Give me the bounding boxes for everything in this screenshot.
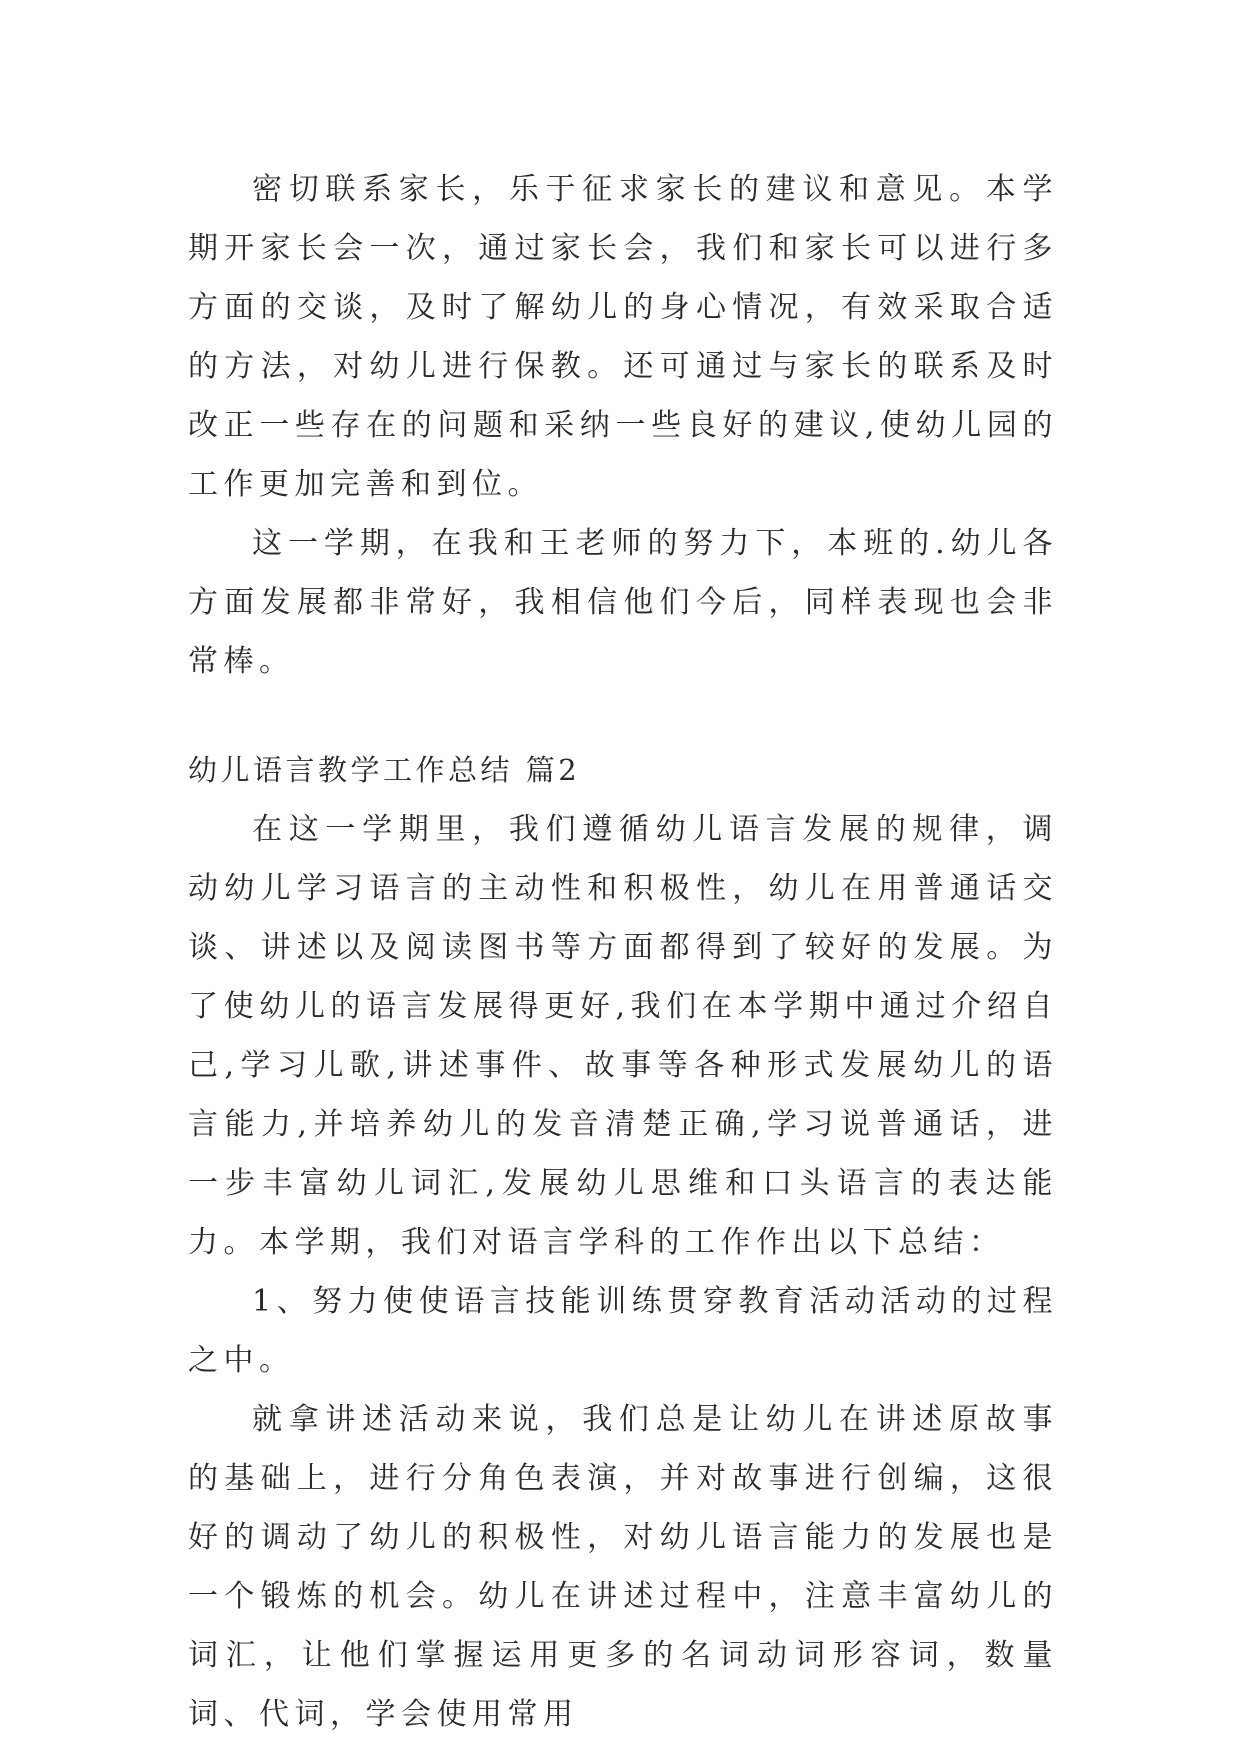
paragraph-semester-summary: 这一学期，在我和王老师的努力下，本班的.幼儿各方面发展都非常好，我相信他们今后，同样表现也会非常棒。 xyxy=(188,526,1058,679)
paragraph-language-development: 在这一学期里，我们遵循幼儿语言发展的规律，调动幼儿学习语言的主动性和积极性，幼儿在用普通话交谈、讲述以及阅读图书等方面都得到了较好的发展。为了使幼儿的语言发展得更好,我们在本学期中通过介绍自己,学习儿歌,讲述事件、故事等各种形式发展幼儿的语言能力,并培养幼儿的发音清楚正确,学习说普通话，进一步丰富幼儿词汇,发展幼儿思维和口头语言的表达能力。本学期，我们对语言学科的工作作出以下总结： xyxy=(188,812,1058,1260)
document-body xyxy=(188,160,1058,1744)
section-title: 幼儿语言教学工作总结 篇2 xyxy=(188,753,581,787)
paragraph-storytelling-activity: 就拿讲述活动来说，我们总是让幼儿在讲述原故事的基础上，进行分角色表演，并对故事进行创编，这很好的调动了幼儿的积极性，对幼儿语言能力的发展也是一个锻炼的机会。幼儿在讲述过程中，注意丰富幼儿的词汇，让他们掌握运用更多的名词动词形容词，数量词、代词，学会使用常用 xyxy=(188,1402,1058,1732)
paragraph-point-one: 1、努力使使语言技能训练贯穿教育活动活动的过程之中。 xyxy=(188,1284,1058,1378)
paragraph-parent-contact: 密切联系家长，乐于征求家长的建议和意见。本学期开家长会一次，通过家长会，我们和家长可以进行多方面的交谈，及时了解幼儿的身心情况，有效采取合适的方法，对幼儿进行保教。还可通过与家长的联系及时改正一些存在的问题和采纳一些良好的建议,使幼儿园的工作更加完善和到位。 xyxy=(188,172,1058,502)
